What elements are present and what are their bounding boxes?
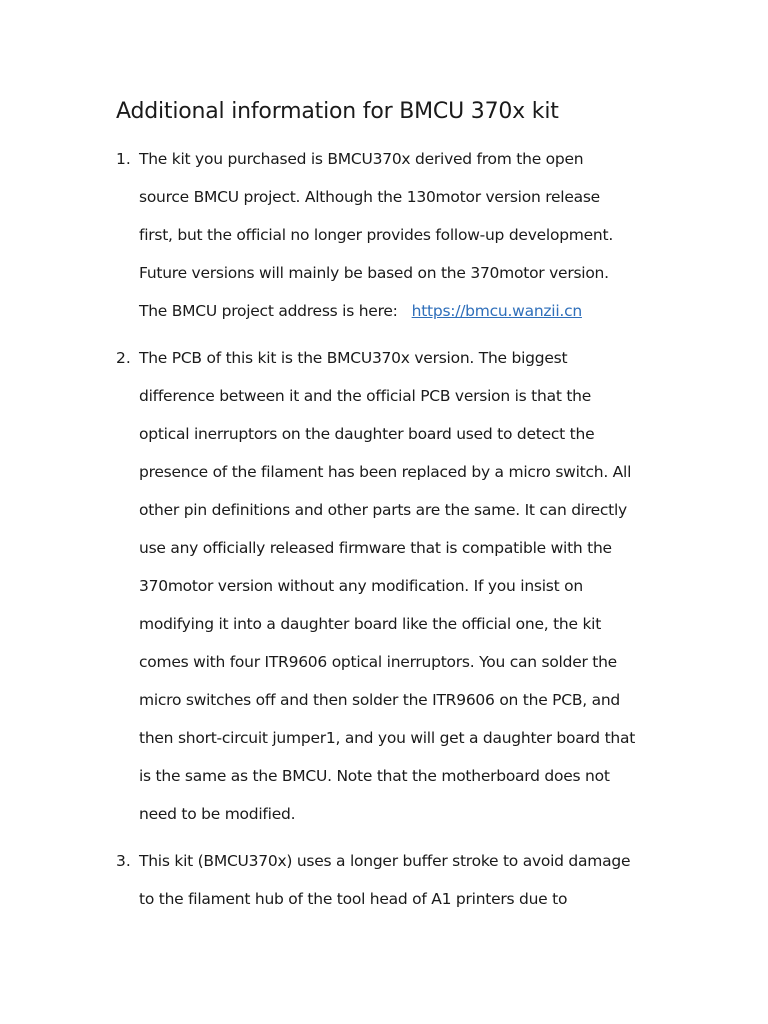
- paragraph-line: modifying it into a daughter board like the official one, the kit: [139, 615, 602, 633]
- paragraph-line: to the filament hub of the tool head of A1 printers due to: [139, 890, 568, 908]
- paragraph-line: difference between it and the official PCB version is that the: [139, 387, 592, 405]
- paragraph-line: then short-circuit jumper1, and you will get a daughter board that: [139, 729, 636, 747]
- paragraph-line: This kit (BMCU370x) uses a longer buffer stroke to avoid damage: [139, 852, 631, 870]
- list-item-number: 3.: [116, 852, 131, 870]
- paragraph-line: optical inerruptors on the daughter board used to detect the: [139, 425, 595, 443]
- paragraph-line: Future versions will mainly be based on the 370motor version.: [139, 264, 609, 282]
- project-address-link[interactable]: https://bmcu.wanzii.cn: [411, 302, 582, 320]
- paragraph-line: [139, 292, 582, 330]
- list-item-number: 1.: [116, 150, 131, 168]
- list-item-number: 2.: [116, 349, 131, 367]
- paragraph-line: 370motor version without any modification. If you insist on: [139, 577, 583, 595]
- paragraph-line: presence of the filament has been replaced by a micro switch. All: [139, 463, 632, 481]
- paragraph-line: need to be modified.: [139, 805, 296, 823]
- paragraph-line: source BMCU project. Although the 130motor version release: [139, 188, 600, 206]
- paragraph-line: is the same as the BMCU. Note that the motherboard does not: [139, 767, 610, 785]
- paragraph-line: micro switches off and then solder the ITR9606 on the PCB, and: [139, 691, 620, 709]
- paragraph-line: comes with four ITR9606 optical inerruptors. You can solder the: [139, 653, 617, 671]
- paragraph-line: use any officially released firmware that is compatible with the: [139, 539, 612, 557]
- paragraph-line: other pin definitions and other parts are the same. It can directly: [139, 501, 627, 519]
- paragraph-line: The kit you purchased is BMCU370x derived from the open: [139, 150, 584, 168]
- project-address-label: The BMCU project address is here:: [139, 302, 398, 320]
- paragraph-line: first, but the official no longer provides follow-up development.: [139, 226, 613, 244]
- document-title: Additional information for BMCU 370x kit: [116, 99, 559, 124]
- paragraph-line: The PCB of this kit is the BMCU370x version. The biggest: [139, 349, 568, 367]
